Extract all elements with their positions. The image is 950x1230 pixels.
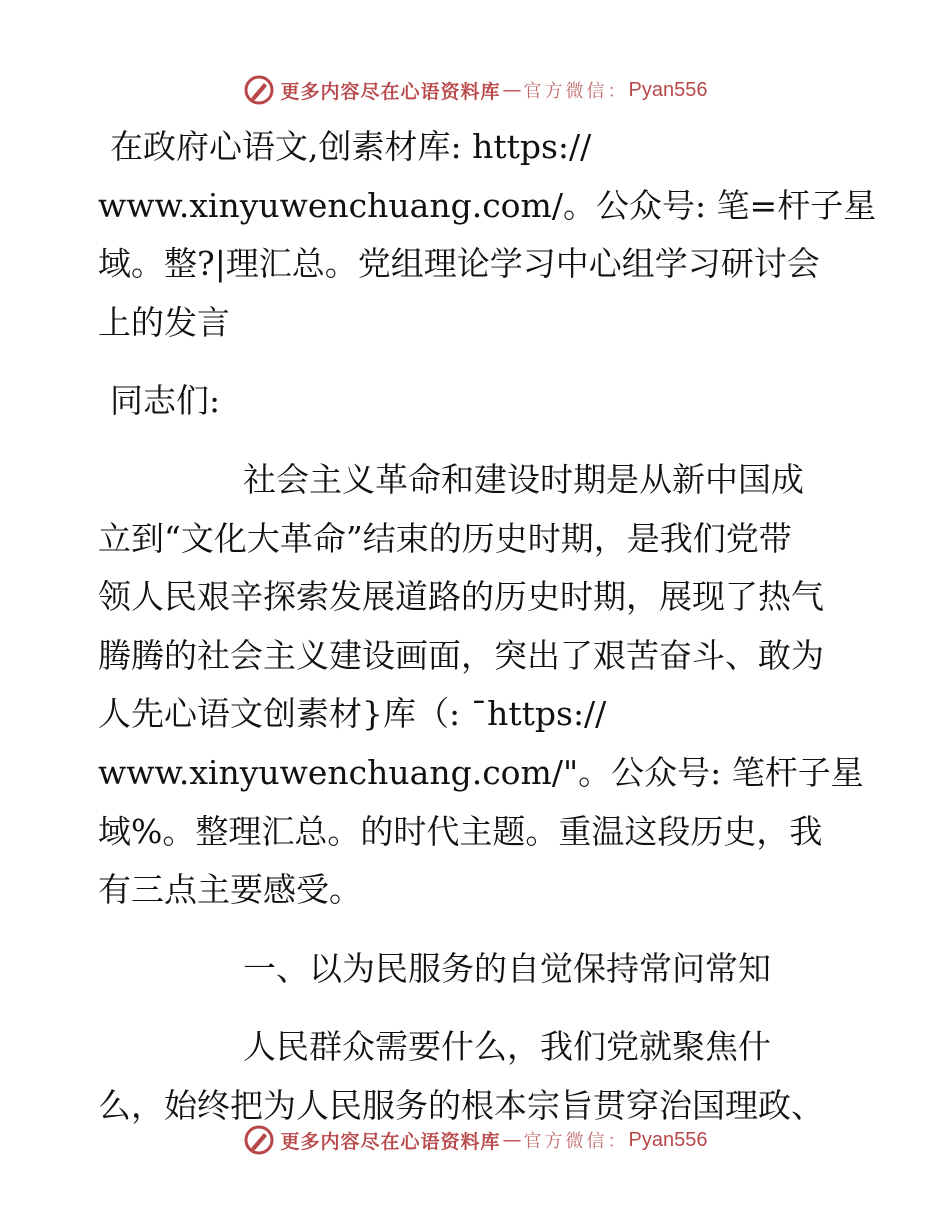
document-body: [98, 118, 877, 1136]
paragraph-line: 人先心语文创素材}库（: ¯https://: [98, 694, 607, 734]
paragraph-line: 腾腾的社会主义建设画面，突出了艰苦奋斗、敢为: [98, 635, 824, 675]
title-line: 域。整?|理汇总。党组理论学习中心组学习研讨会: [98, 244, 820, 284]
paragraph-line: 立到“文化大革命”结束的历史时期，是我们党带: [98, 518, 792, 558]
banner-separator: —: [502, 79, 522, 101]
pen-logo-icon: [243, 1124, 275, 1156]
banner-separator: —: [502, 1129, 522, 1151]
paragraph-line: 社会主义革命和建设时期是从新中国成: [243, 459, 804, 499]
banner-wechat-label: 官方微信：: [523, 81, 629, 102]
salutation: 同志们:: [110, 381, 221, 421]
header-banner: [0, 70, 950, 110]
paragraph-line: 么，始终把为人民服务的根本宗旨贯穿治国理政、: [98, 1085, 824, 1125]
pen-logo-icon: [243, 74, 275, 106]
section-heading: 一、以为民服务的自觉保持常问常知: [243, 948, 771, 988]
banner-slogan: 更多内容尽在心语资料库: [280, 1130, 501, 1153]
paragraph-line: 人民群众需要什么，我们党就聚焦什: [243, 1027, 771, 1067]
banner-wechat-id: Pyan556: [628, 78, 708, 101]
paragraph-line: www.xinyuwenchuang.com/"。公众号: 笔杆子星: [98, 752, 864, 792]
paragraph-line: 域%。整理汇总。的时代主题。重温这段历史，我: [98, 811, 823, 851]
banner-wechat-label: 官方微信：: [523, 1131, 629, 1152]
banner-wechat-id: Pyan556: [628, 1128, 708, 1151]
banner-slogan: 更多内容尽在心语资料库: [280, 80, 501, 103]
title-line: 在政府心语文,创素材库: https://: [110, 127, 592, 166]
paragraph-line: 领人民艰辛探索发展道路的历史时期，展现了热气: [98, 577, 824, 617]
title-line: 上的发言: [98, 302, 230, 342]
footer-banner: [0, 1120, 950, 1160]
title-line: www.xinyuwenchuang.com/。公众号: 笔=杆子星: [98, 185, 877, 225]
paragraph-line: 有三点主要感受。: [98, 870, 362, 910]
